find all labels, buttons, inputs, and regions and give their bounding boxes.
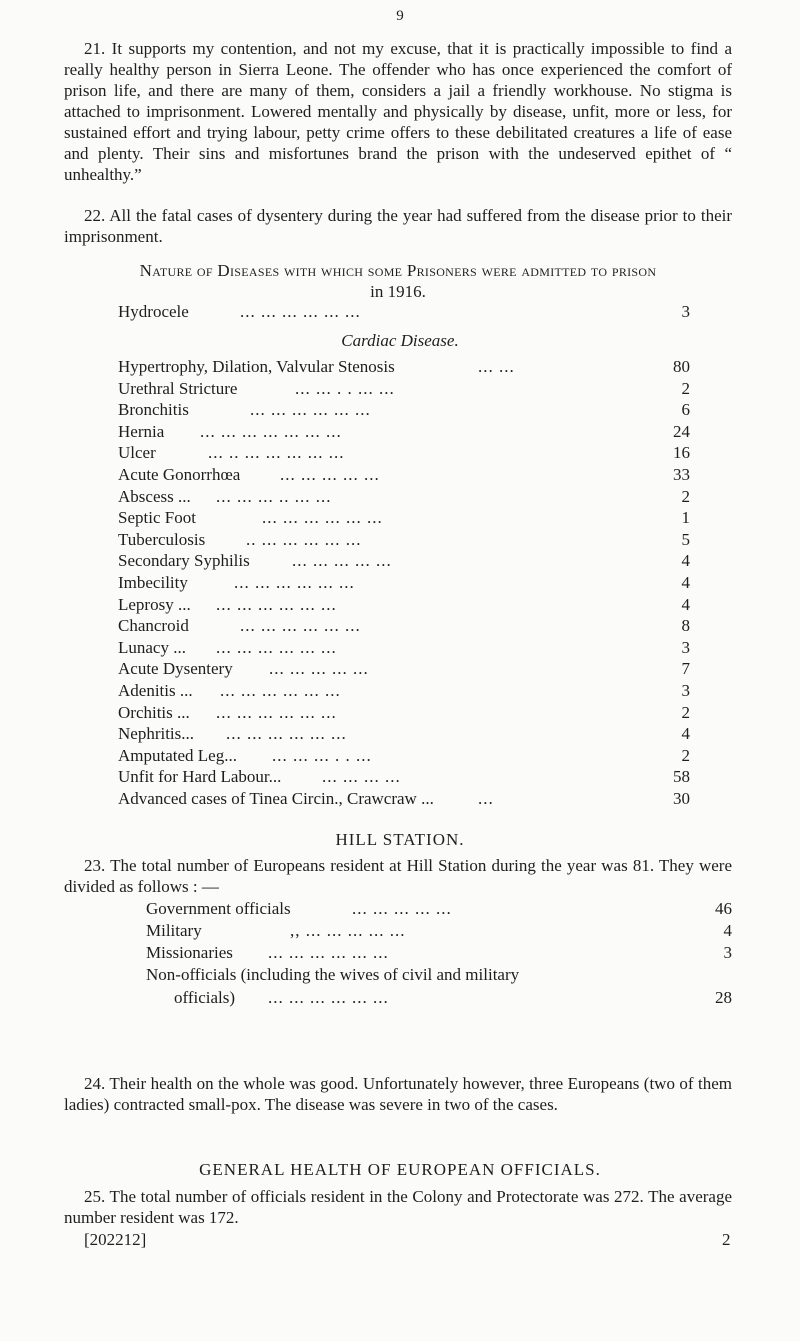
leader-dots: ... ... ... .. ... ...	[216, 486, 332, 506]
hill-station-label: officials)	[174, 988, 236, 1007]
diseases-heading-line1: Nature of Diseases with which some Prisoners were admitted to prison	[139, 261, 657, 280]
hill-station-count: 28	[715, 988, 732, 1007]
disease-row	[0, 788, 800, 809]
hill-station-count: 3	[723, 943, 732, 962]
hill-station-row	[0, 898, 800, 919]
disease-row	[0, 486, 800, 507]
disease-count: 3	[681, 637, 690, 657]
disease-row	[0, 442, 800, 463]
leader-dots: ... ... ... ... ... ...	[250, 400, 371, 420]
hill-station-title: HILL STATION.	[335, 830, 465, 849]
disease-label: Bronchitis	[118, 400, 189, 420]
hill-station-count: 4	[723, 921, 732, 940]
hill-station-row	[0, 942, 800, 963]
disease-count: 4	[681, 573, 690, 592]
disease-label: Unfit for Hard Labour...	[118, 767, 282, 787]
hill-station-label: Missionaries	[146, 943, 233, 962]
general-health-title: GENERAL HEALTH OF EUROPEAN OFFICIALS.	[199, 1160, 601, 1179]
leader-dots: ... ... ... ... ... ...	[216, 594, 337, 614]
disease-count: 6	[681, 400, 690, 420]
disease-label: Secondary Syphilis	[118, 551, 250, 571]
disease-label: Hypertrophy, Dilation, Valvular Stenosis	[118, 357, 395, 376]
leader-dots: ... ... ... ... ... ...	[220, 681, 341, 700]
leader-dots: ... ... ... ... ... ...	[262, 508, 383, 528]
disease-label: Acute Dysentery	[118, 659, 233, 679]
disease-row	[0, 637, 800, 658]
row-count: 3	[681, 302, 690, 321]
paragraph-24: 24. Their health on the whole was good. Unfortunately however, three Europeans (two of them ladies) contracted small-pox. The disease was severe in two of the cases.	[64, 1074, 732, 1114]
disease-row	[0, 766, 800, 787]
disease-count: 1	[681, 508, 690, 528]
leader-dots: ... ... ... ... ... ...	[216, 702, 337, 722]
hill-station-label: Government officials	[146, 899, 291, 918]
disease-row	[0, 378, 800, 399]
hill-station-count: 46	[715, 899, 732, 918]
leader-dots: ... ... ... ... ... ...	[226, 724, 347, 744]
row-dots: ... ... ... ... ... ...	[240, 302, 361, 321]
disease-row	[0, 723, 800, 744]
hydrocele-row	[0, 301, 800, 322]
disease-label: Advanced cases of Tinea Circin., Crawcraw ...	[118, 789, 434, 808]
leader-dots: ... ... ... ... ... ...	[268, 943, 389, 962]
leader-dots: ... ... ... ... ... ...	[240, 616, 361, 636]
disease-label: Abscess ...	[118, 486, 191, 506]
leader-dots: ... ... ... ... ... ... ...	[200, 421, 342, 441]
page-number: 9	[396, 8, 404, 24]
leader-dots: ... ... . . ... ...	[295, 378, 395, 398]
disease-row	[0, 680, 800, 701]
signature-mark: 2	[722, 1230, 731, 1249]
disease-count: 8	[681, 616, 690, 636]
leader-dots: ... ... ... ... ... ...	[216, 637, 337, 657]
disease-row	[0, 745, 800, 766]
diseases-heading	[64, 260, 732, 302]
leader-dots: ... ... ... ... ... ...	[268, 988, 389, 1007]
disease-label: Urethral Stricture	[118, 378, 238, 398]
disease-count: 5	[681, 529, 690, 549]
disease-label: Adenitis ...	[118, 681, 193, 700]
leader-dots: ... ... ... ... ... ...	[234, 573, 355, 592]
disease-label: Orchitis ...	[118, 702, 190, 722]
disease-count: 2	[681, 745, 690, 765]
hill-station-row	[0, 920, 800, 941]
disease-count: 24	[673, 421, 690, 441]
paragraph-25: 25. The total number of officials resident in the Colony and Protectorate was 272. The average number resident was 172.	[64, 1187, 732, 1227]
leader-dots: .. ... ... ... ... ...	[246, 529, 362, 549]
disease-row	[0, 399, 800, 420]
disease-count: 2	[681, 486, 690, 506]
disease-count: 4	[681, 551, 690, 571]
disease-row	[0, 550, 800, 571]
disease-label: Acute Gonorrhœa	[118, 465, 241, 484]
disease-label: Tuberculosis	[118, 529, 206, 549]
paragraph-21: 21. It supports my contention, and not my excuse, that it is practically impossible to find a really healthy person in Sierra Leone. The offender who has once experienced the comfort of prison life, and there are many of them, considers a jail a friendly workhouse. No stigma is attached to imprisonment. Lowered mentally and physically by disease, unfit, more or less, for sustained effort and trying labour, petty crime offers to these debilitated creatures a life of ease and plenty. Their sins and misfortunes brand the prison with the undeserved epithet of “ unhealthy.”	[64, 39, 732, 184]
disease-count: 2	[681, 378, 690, 398]
disease-row	[0, 702, 800, 723]
leader-dots: ... ...	[478, 357, 515, 376]
leader-dots: ,, ... ... ... ... ...	[290, 921, 406, 940]
disease-row	[0, 572, 800, 593]
leader-dots: ... ... ... ... ...	[280, 465, 380, 484]
disease-count: 16	[673, 443, 690, 463]
disease-label: Septic Foot	[118, 508, 196, 528]
row-label: Hydrocele	[118, 302, 189, 321]
disease-label: Imbecility	[118, 573, 188, 592]
leader-dots: ... ... ... ...	[322, 767, 401, 787]
disease-row	[0, 464, 800, 485]
leader-dots: ...	[478, 789, 494, 808]
disease-label: Chancroid	[118, 616, 189, 636]
disease-count: 2	[681, 702, 690, 722]
leader-dots: ... ... ... ... ...	[269, 659, 369, 679]
disease-count: 4	[681, 724, 690, 744]
disease-count: 33	[673, 465, 690, 484]
disease-label: Nephritis...	[118, 724, 195, 744]
diseases-heading-line2: in 1916.	[370, 282, 426, 301]
cardiac-subheading: Cardiac Disease.	[341, 331, 459, 350]
hill-station-label: Non-officials (including the wives of civil and military	[146, 965, 520, 984]
disease-label: Leprosy ...	[118, 594, 191, 614]
hill-station-row	[0, 987, 800, 1008]
leader-dots: ... ... ... . . ...	[272, 745, 372, 765]
paragraph-22: 22. All the fatal cases of dysentery during the year had suffered from the disease prior to their imprisonment.	[64, 206, 732, 246]
leader-dots: ... .. ... ... ... ... ...	[208, 443, 345, 463]
disease-count: 4	[681, 594, 690, 614]
paragraph-23: 23. The total number of Europeans resident at Hill Station during the year was 81. They were divided as follows : —	[64, 856, 732, 896]
disease-row	[0, 658, 800, 679]
disease-row	[0, 594, 800, 615]
disease-row	[0, 421, 800, 442]
document-reference: [202212]	[84, 1230, 147, 1249]
disease-label: Lunacy ...	[118, 637, 186, 657]
hill-station-label: Military	[146, 921, 202, 940]
leader-dots: ... ... ... ... ...	[352, 899, 452, 918]
disease-count: 80	[673, 357, 690, 376]
disease-row	[0, 507, 800, 528]
disease-row	[0, 356, 800, 377]
disease-count: 30	[673, 789, 690, 808]
disease-label: Amputated Leg...	[118, 745, 237, 765]
disease-label: Hernia	[118, 421, 165, 441]
disease-row	[0, 615, 800, 636]
disease-count: 58	[673, 767, 690, 787]
disease-count: 3	[681, 681, 690, 700]
disease-row	[0, 529, 800, 550]
disease-count: 7	[681, 659, 690, 679]
hill-station-row	[0, 964, 800, 985]
leader-dots: ... ... ... ... ...	[292, 551, 392, 571]
disease-label: Ulcer	[118, 443, 156, 463]
